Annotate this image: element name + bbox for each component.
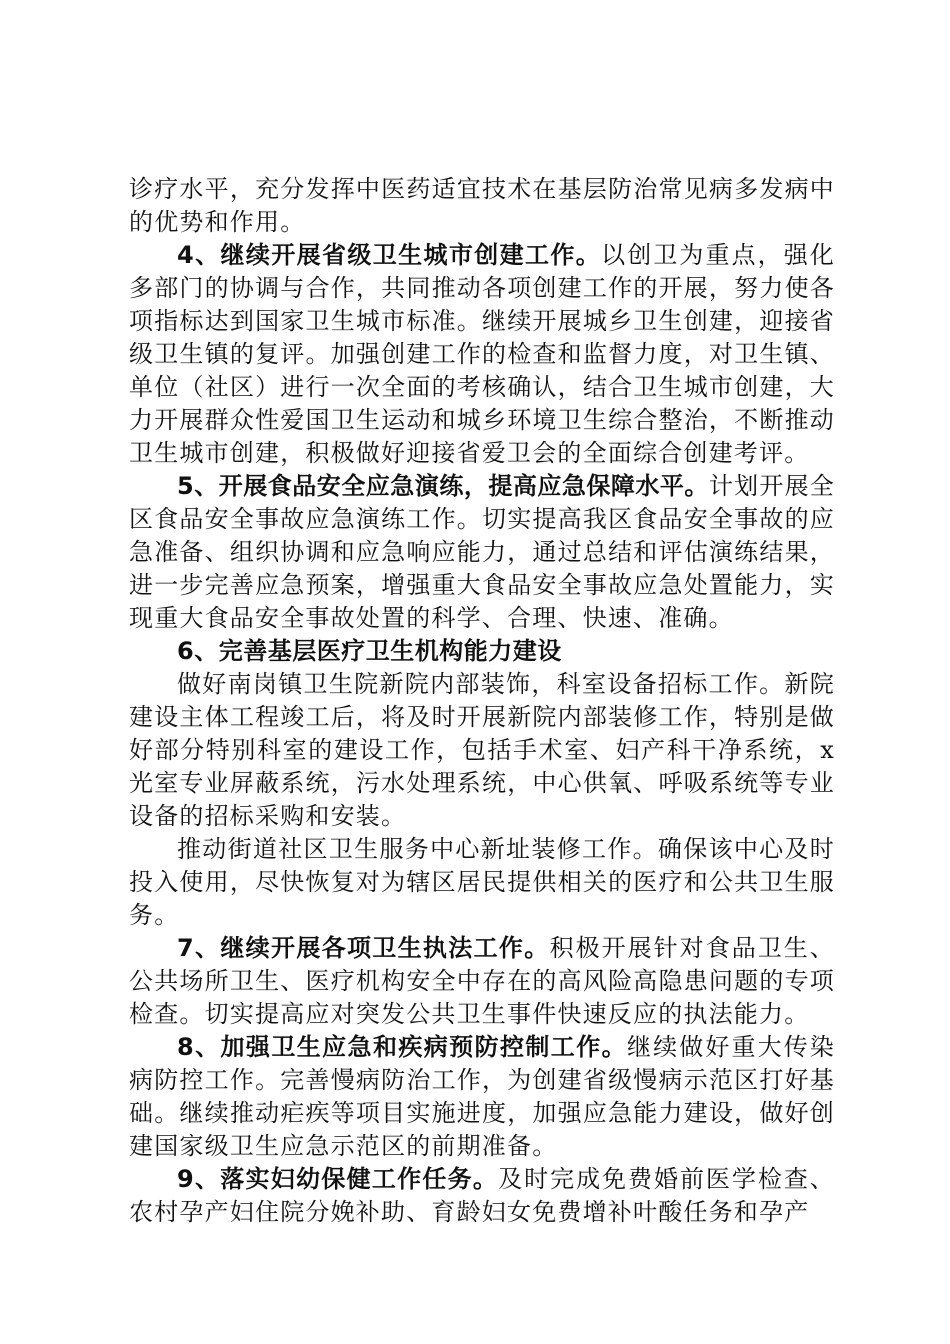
paragraph-text: 推动街道社区卫生服务中心新址装修工作。确保该中心及时投入使用，尽快恢复对为辖区居民提供相关的医疗和公共卫生服务。 <box>129 835 835 929</box>
paragraph-text: 做好南岗镇卫生院新院内部装饰，科室设备招标工作。新院建设主体工程竣工后，将及时开展新院内部装修工作，特别是做好部分特别科室的建设工作，包括手术室、妇产科干净系统，x光室专业屏蔽系统，污水处理系统，中心供氧、呼吸系统等专业设备的招标采购和安装。 <box>129 670 835 830</box>
paragraph-item-8 <box>129 1031 835 1163</box>
paragraph-item-5 <box>129 470 835 635</box>
paragraph-text: 以创卫为重点，强化多部门的协调与合作，共同推动各项创建工作的开展，努力使各项指标达到国家卫生城市标准。继续开展城乡卫生创建，迎接省级卫生镇的复评。加强创建工作的检查和监督力度，对卫生镇、单位（社区）进行一次全面的考核确认，结合卫生城市创建，大力开展群众性爱国卫生运动和城乡环境卫生综合整治，不断推动卫生城市创建，积极做好迎接省爱卫会的全面综合创建考评。 <box>129 241 835 467</box>
paragraph-item-9 <box>129 1163 835 1229</box>
paragraph-heading: 5、开展食品安全应急演练，提高应急保障水平。 <box>177 472 709 500</box>
paragraph-heading: 8、加强卫生应急和疾病预防控制工作。 <box>177 1033 628 1061</box>
paragraph-continued <box>129 173 835 239</box>
paragraph-heading: 6、完善基层医疗卫生机构能力建设 <box>177 637 562 665</box>
paragraph-text: 积极开展针对食品卫生、公共场所卫生、医疗机构安全中存在的高风险高隐患问题的专项检查。切实提高应对突发公共卫生事件快速反应的执法能力。 <box>129 934 835 1028</box>
paragraph-text: 诊疗水平，充分发挥中医药适宜技术在基层防治常见病多发病中的优势和作用。 <box>129 175 835 236</box>
document-body <box>129 173 835 1229</box>
paragraph-item-6 <box>129 635 835 668</box>
paragraph-heading: 7、继续开展各项卫生执法工作。 <box>177 934 550 962</box>
paragraph-heading: 9、落实妇幼保健工作任务。 <box>177 1165 499 1193</box>
paragraph-item-7 <box>129 932 835 1031</box>
paragraph-text: 及时完成免费婚前医学检查、农村孕产妇住院分娩补助、育龄妇女免费增补叶酸任务和孕产 <box>129 1165 835 1226</box>
paragraph-text: 继续做好重大传染病防控工作。完善慢病防治工作，为创建省级慢病示范区打好基础。继续推动疟疾等项目实施进度，加强应急能力建设，做好创建国家级卫生应急示范区的前期准备。 <box>129 1033 835 1160</box>
paragraph-item-4 <box>129 239 835 470</box>
paragraph-heading: 4、继续开展省级卫生城市创建工作。 <box>177 241 602 269</box>
paragraph-item-6-body-2 <box>129 833 835 932</box>
paragraph-item-6-body-1 <box>129 668 835 833</box>
paragraph-text: 计划开展全区食品安全事故应急演练工作。切实提高我区食品安全事故的应急准备、组织协调和应急响应能力，通过总结和评估演练结果，进一步完善应急预案，增强重大食品安全事故应急处置能力，实现重大食品安全事故处置的科学、合理、快速、准确。 <box>129 472 835 632</box>
